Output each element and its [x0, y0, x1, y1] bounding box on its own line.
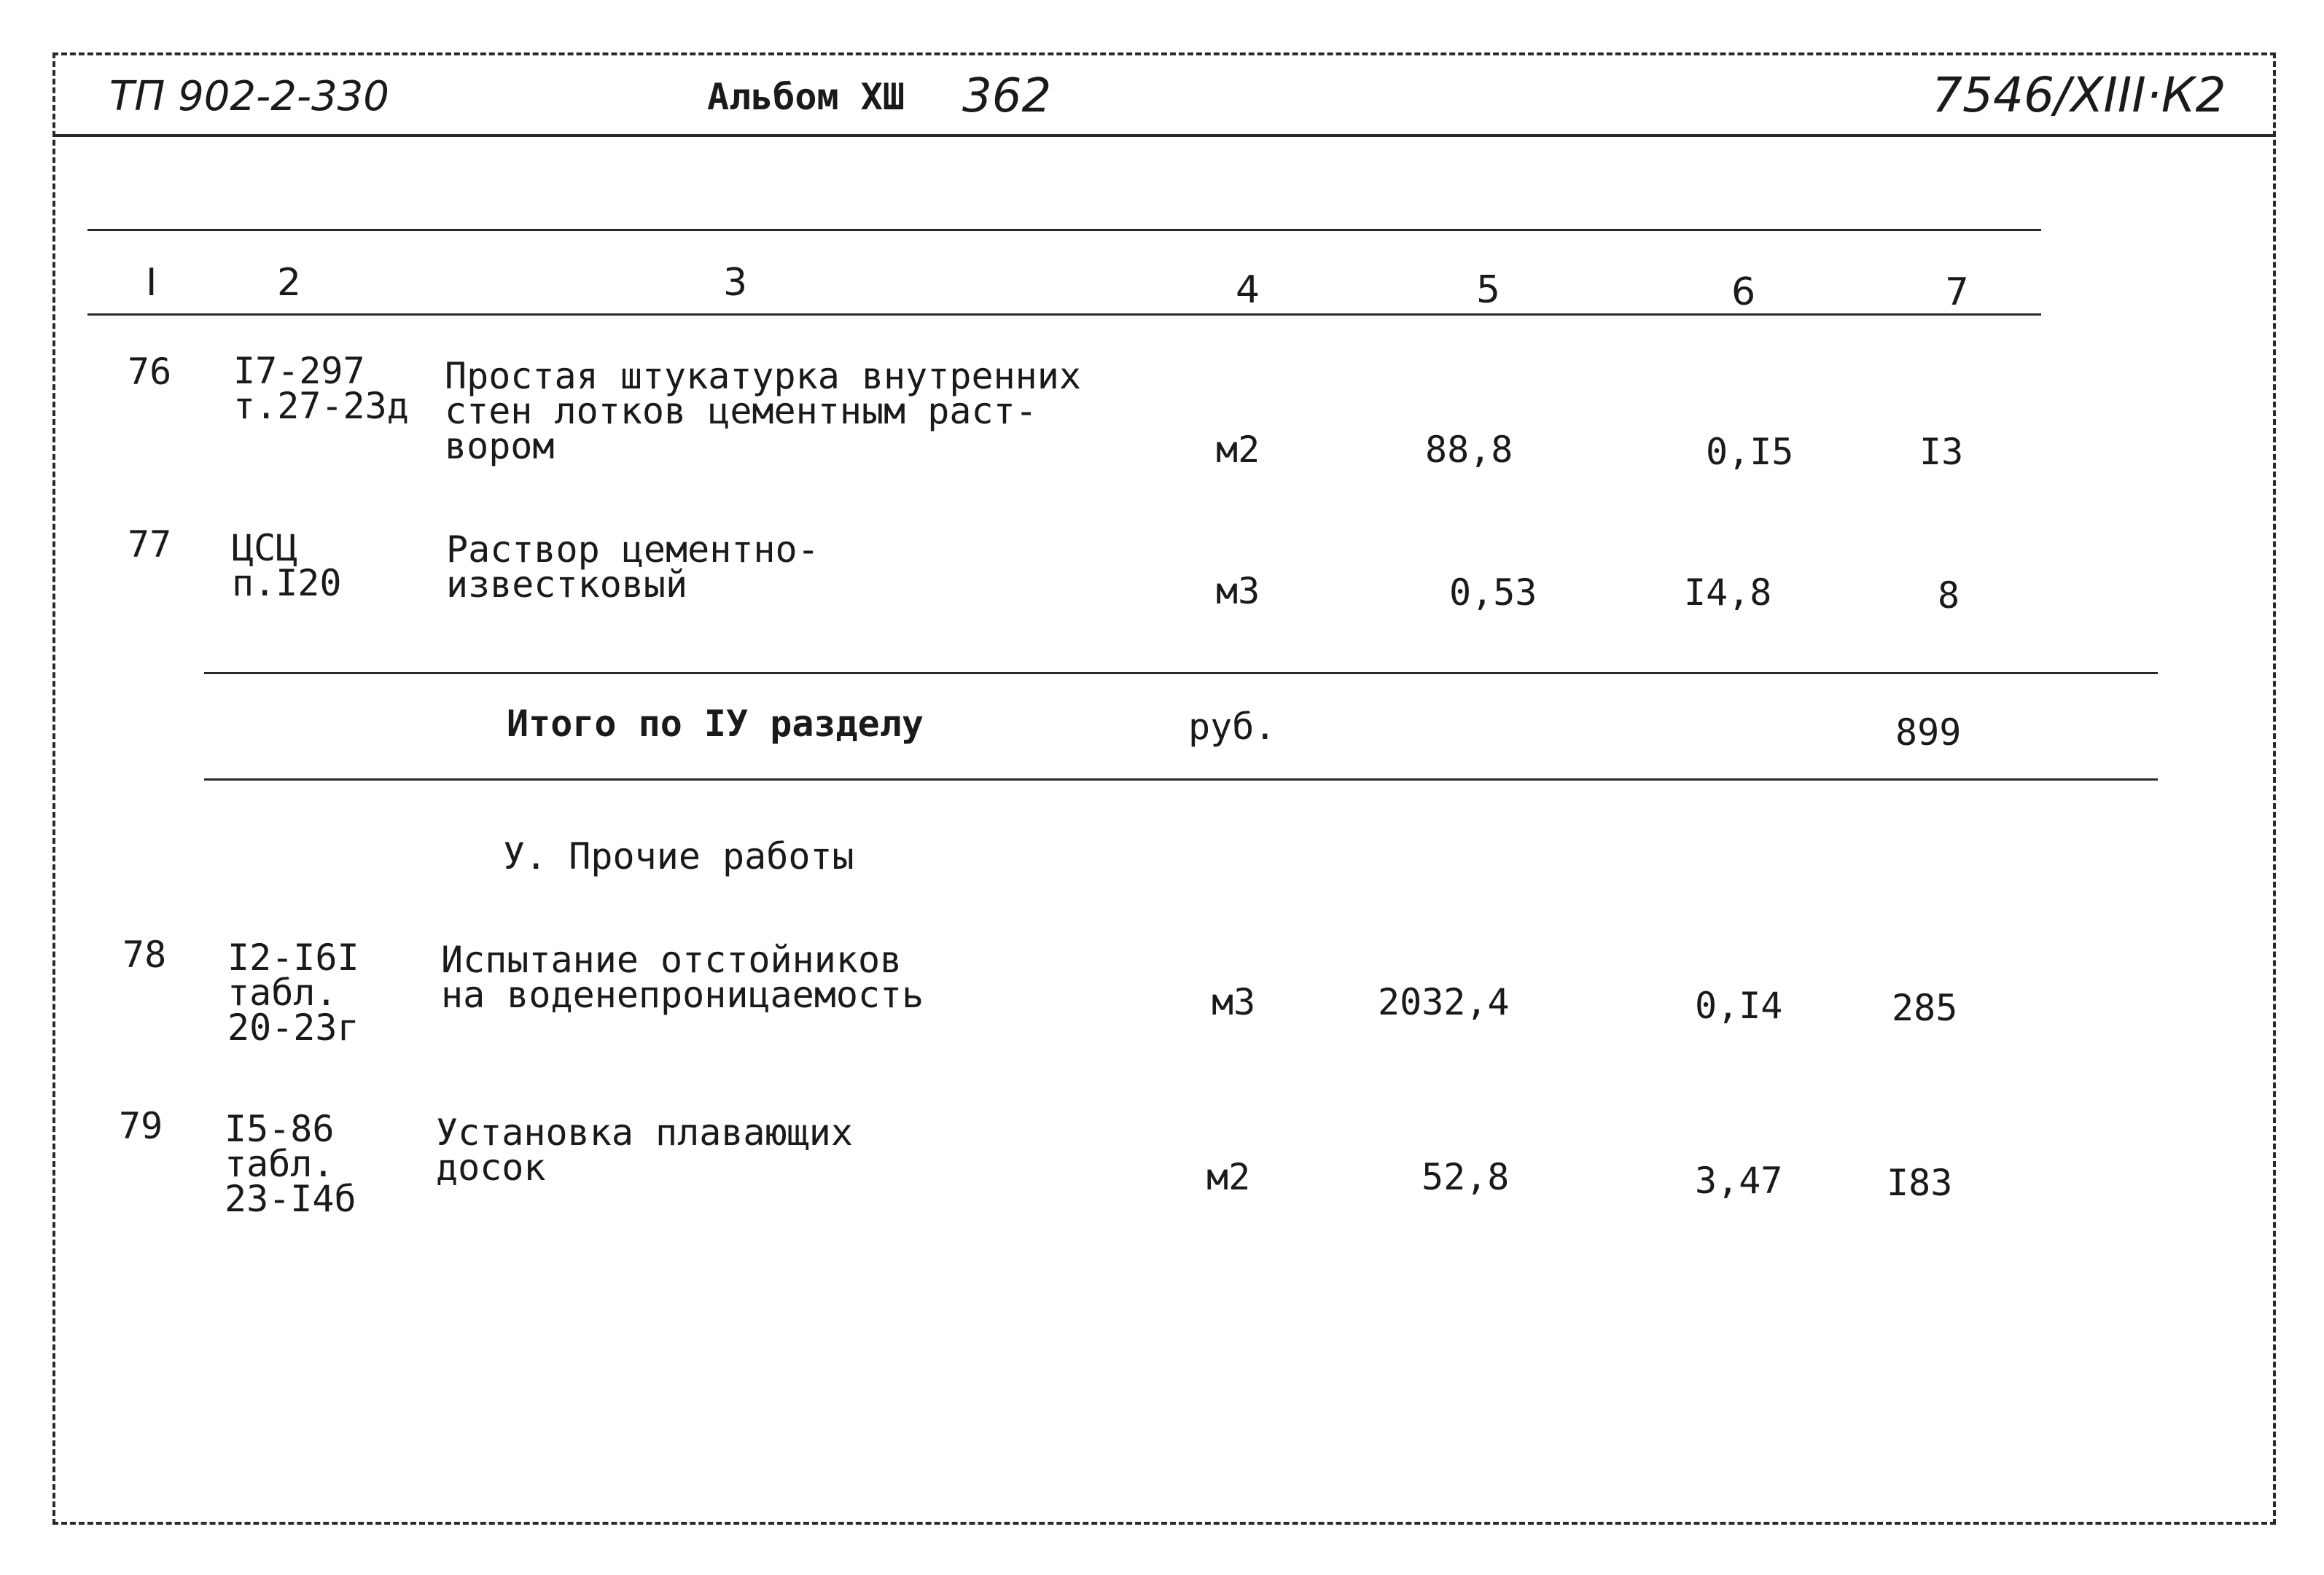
column-number-4: 4: [1236, 268, 1260, 312]
total-cost: 8: [1938, 574, 1960, 617]
unit-price: 3,47: [1695, 1160, 1783, 1202]
unit-price: 0,I4: [1695, 985, 1783, 1027]
unit: м3: [1216, 570, 1260, 612]
column-number-5: 5: [1476, 268, 1501, 312]
total-cost: 285: [1892, 987, 1958, 1029]
total-cost: I83: [1887, 1162, 1953, 1204]
page-frame: [52, 52, 2276, 1525]
unit: м3: [1212, 981, 1256, 1023]
subtotal-bottom-rule: [204, 778, 2158, 781]
subtotal-unit: руб.: [1188, 706, 1276, 748]
document-reference: 7546/XIII·К2: [1932, 67, 2226, 123]
work-description: Испытание отстойников на воденепроницаемость: [441, 939, 924, 1016]
row-number: 79: [119, 1105, 163, 1147]
work-description: Установка плавающих досок: [436, 1111, 853, 1189]
column-number-2: 2: [277, 261, 302, 305]
work-description: Раствор цементно- известковый: [446, 528, 819, 606]
norm-code: I5-86 табл. 23-I4б: [225, 1108, 356, 1220]
column-number-6: 6: [1731, 270, 1756, 314]
quantity: 0,53: [1449, 571, 1537, 614]
subtotal-top-rule: [204, 672, 2158, 674]
unit-price: I4,8: [1684, 571, 1772, 614]
norm-code: I2-I6I табл. 20-23г: [227, 937, 359, 1049]
page-number: 362: [962, 69, 1052, 123]
total-cost: I3: [1919, 431, 1964, 473]
header-divider: [52, 134, 2276, 137]
unit-price: 0,I5: [1706, 431, 1794, 473]
row-number: 78: [122, 934, 167, 976]
column-number-7: 7: [1945, 270, 1970, 314]
section-title: У. Прочие работы: [503, 835, 854, 878]
table-top-rule: [87, 229, 2041, 231]
norm-code: I7-297 т.27-23д: [233, 350, 409, 427]
subtotal-label: Итого по IУ разделу: [507, 703, 924, 745]
norm-code: ЦСЦ п.I20: [232, 527, 342, 604]
row-number: 76: [128, 351, 172, 393]
column-number-3: 3: [723, 261, 748, 305]
work-description: Простая штукатурка внутренних стен лотков цементным раст- вором: [445, 355, 1081, 467]
quantity: 2032,4: [1378, 981, 1510, 1023]
unit: м2: [1206, 1156, 1251, 1198]
document-code: ТП 902-2-330: [109, 73, 389, 120]
row-number: 77: [128, 523, 172, 566]
quantity: 52,8: [1422, 1156, 1510, 1198]
column-number-1: I: [146, 261, 157, 305]
album-label: Альбом ХШ: [707, 76, 905, 118]
quantity: 88,8: [1425, 429, 1513, 471]
unit: м2: [1216, 429, 1260, 471]
subtotal-total: 899: [1895, 711, 1962, 754]
